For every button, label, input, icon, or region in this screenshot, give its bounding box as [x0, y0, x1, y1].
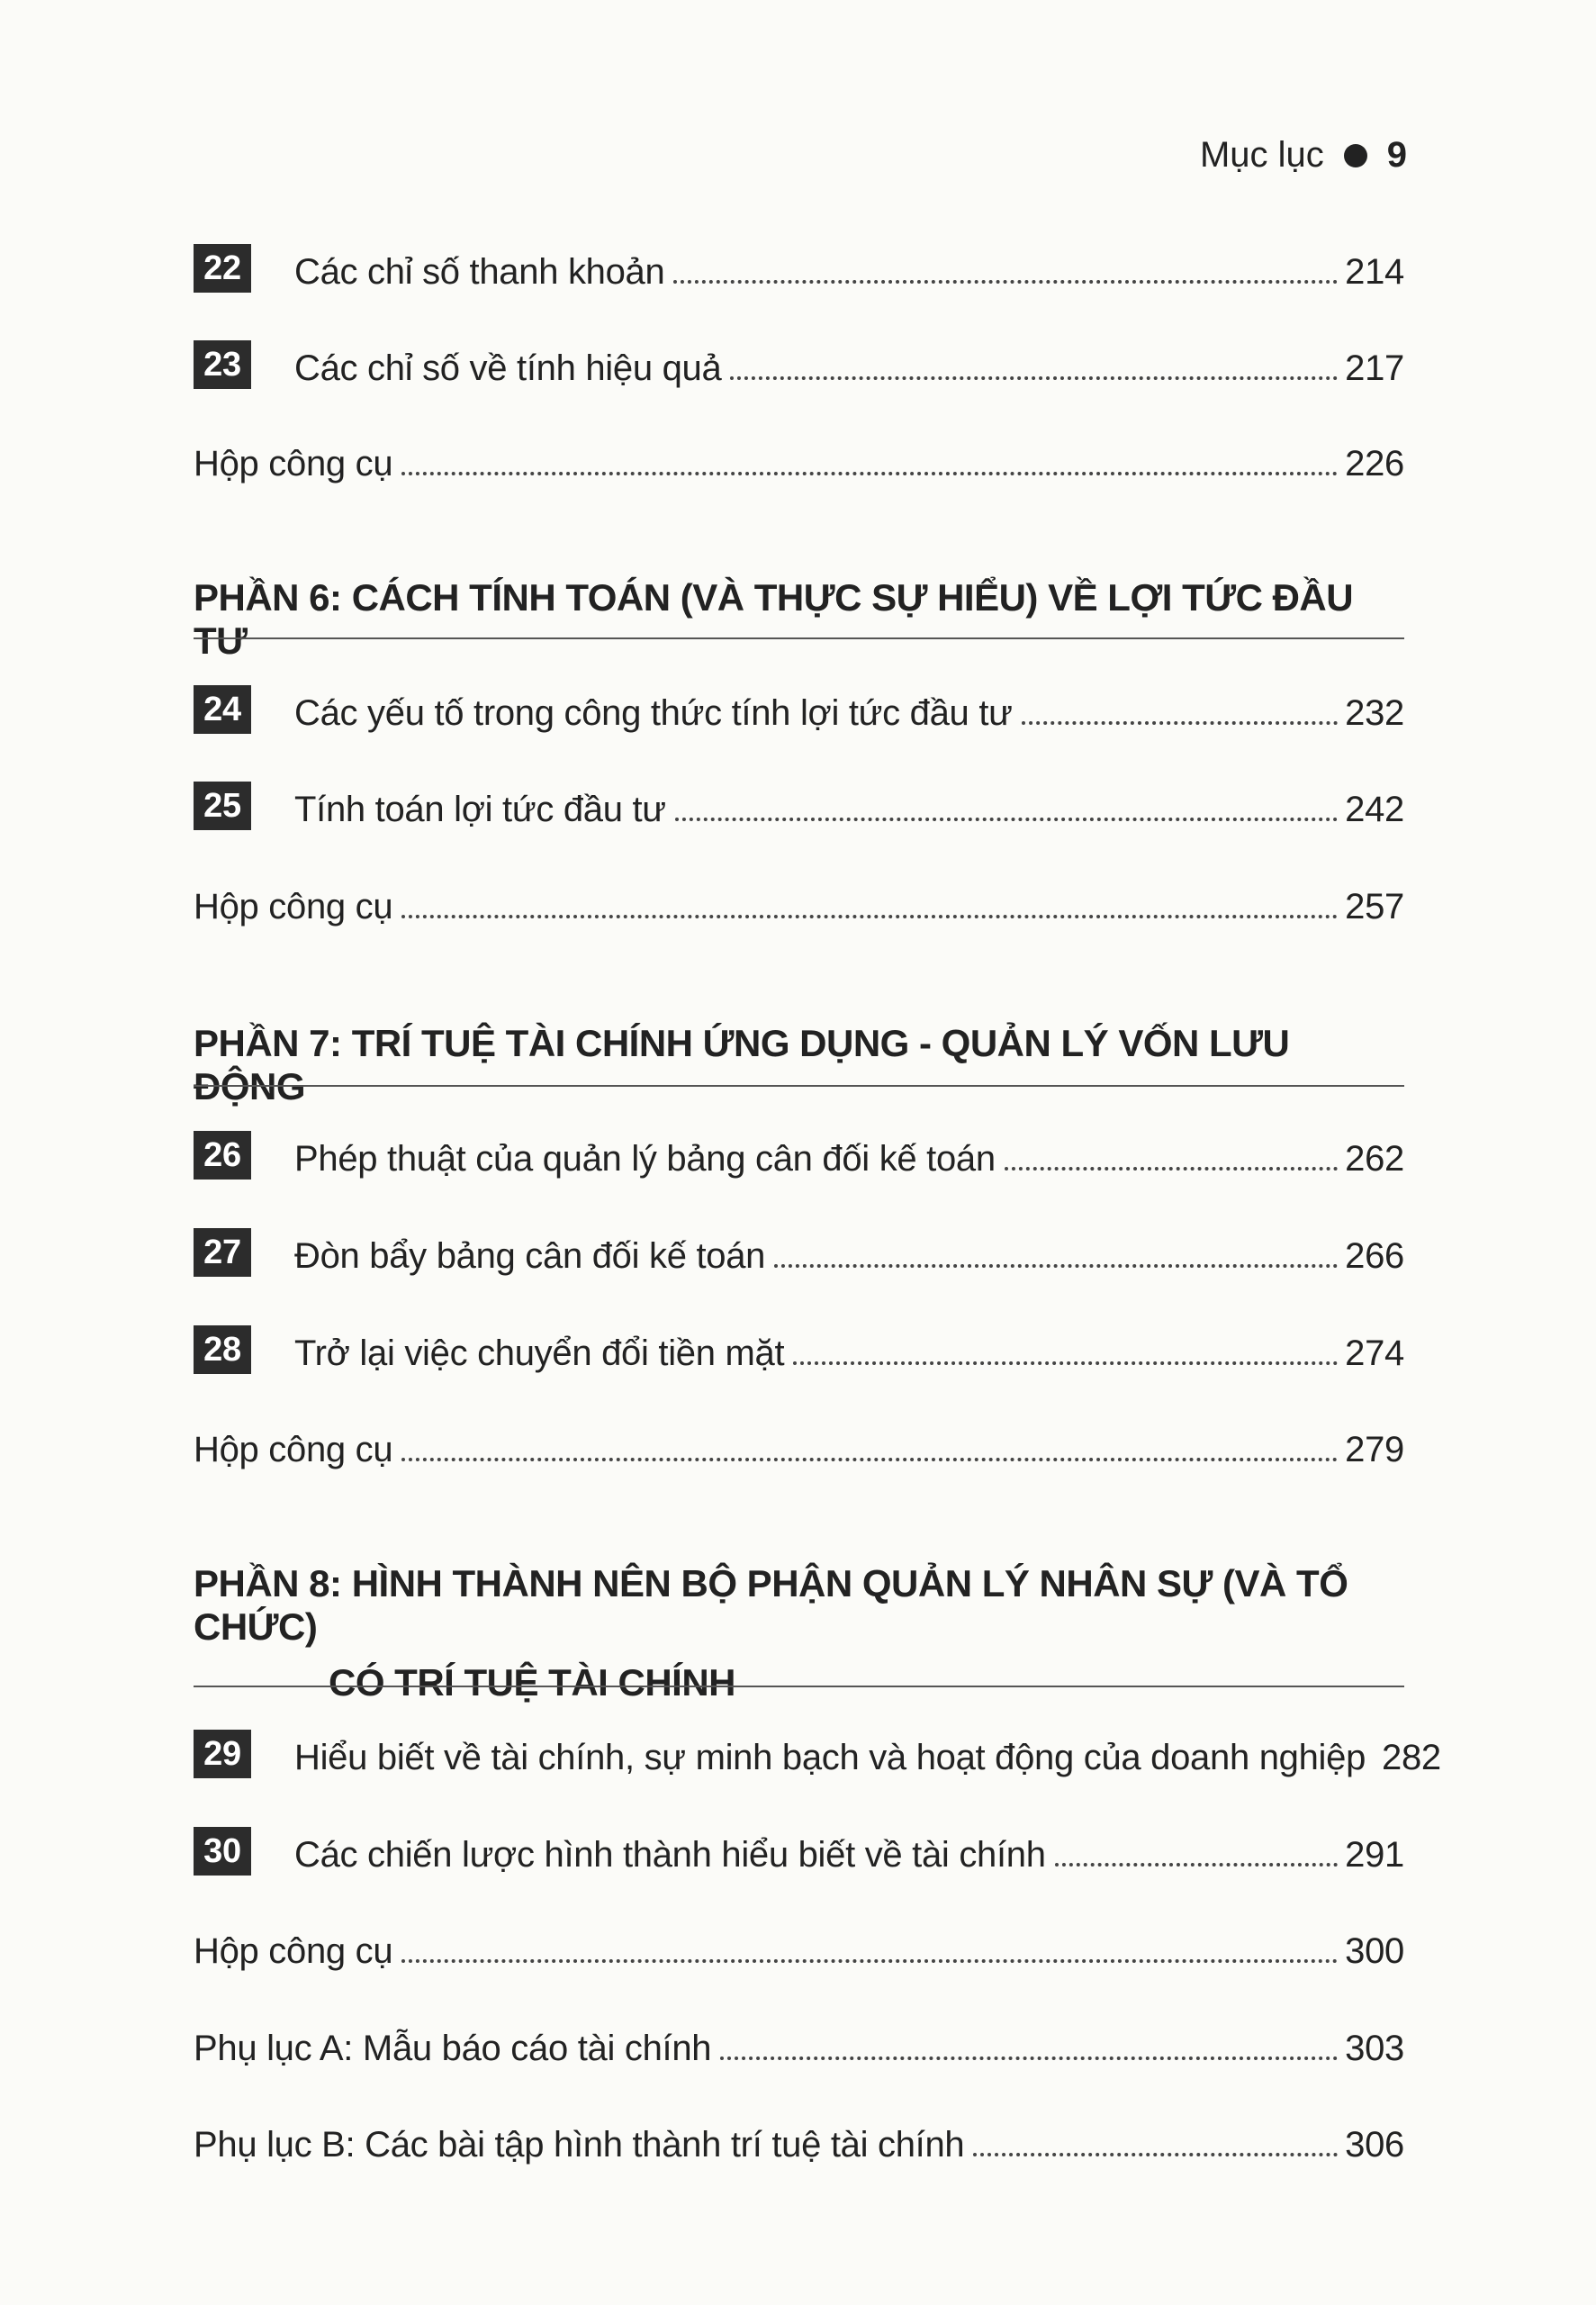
entry-title: Các yếu tố trong công thức tính lợi tức đầu tư [294, 693, 1013, 733]
entry-title: Các chỉ số về tính hiệu quả [294, 348, 722, 388]
chapter-badge: 26 [194, 1131, 251, 1180]
entry-page: 303 [1345, 2029, 1404, 2068]
toc-entry[interactable] [194, 2015, 1404, 2069]
toc-entry[interactable] [194, 1918, 1404, 1972]
part-heading: PHẦN 6: CÁCH TÍNH TOÁN (VÀ THỰC SỰ HIỂU) VỀ LỢI TỨC ĐẦU TƯ [194, 576, 1354, 662]
entry-title: Hộp công cụ [194, 887, 393, 927]
dot-leader [730, 375, 1338, 380]
entry-title: Trở lại việc chuyển đổi tiền mặt [294, 1333, 785, 1373]
part-divider [194, 1085, 1404, 1087]
toc-entry[interactable] [194, 239, 1404, 293]
entry-title: Phép thuật của quản lý bảng cân đối kế toán [294, 1139, 996, 1179]
entry-page: 232 [1345, 693, 1404, 733]
chapter-badge: 28 [194, 1325, 251, 1374]
dot-leader [401, 1958, 1338, 1963]
dot-leader [401, 471, 1338, 475]
part-heading-line2: CÓ TRÍ TUỆ TÀI CHÍNH [329, 1661, 735, 1704]
dot-leader [793, 1360, 1338, 1365]
entry-title: Tính toán lợi tức đầu tư [294, 790, 666, 829]
toc-entry[interactable] [194, 1724, 1441, 1778]
entry-page: 214 [1345, 252, 1404, 292]
chapter-badge: 30 [194, 1827, 251, 1876]
chapter-badge: 24 [194, 685, 251, 734]
entry-page: 306 [1345, 2125, 1404, 2165]
entry-page: 279 [1345, 1430, 1404, 1469]
entry-page: 291 [1345, 1835, 1404, 1875]
entry-title: Các chiến lược hình thành hiểu biết về tài chính [294, 1835, 1046, 1875]
entry-page: 282 [1382, 1738, 1441, 1777]
chapter-badge: 22 [194, 244, 251, 293]
chapter-badge: 25 [194, 782, 251, 830]
dot-leader [1022, 720, 1339, 725]
dot-leader [973, 2152, 1338, 2156]
part-heading-line1: PHẦN 8: HÌNH THÀNH NÊN BỘ PHẬN QUẢN LÝ NHÂN SỰ (VÀ TỔ CHỨC) [194, 1562, 1348, 1648]
toc-entry[interactable] [194, 430, 1404, 484]
entry-page: 300 [1345, 1931, 1404, 1971]
dot-leader [1055, 1862, 1338, 1867]
toc-entry[interactable] [194, 680, 1404, 734]
running-header [1200, 135, 1407, 176]
dot-leader [675, 817, 1338, 821]
entry-page: 217 [1345, 348, 1404, 388]
dot-leader [673, 279, 1338, 284]
entry-title: Đòn bẩy bảng cân đối kế toán [294, 1236, 766, 1276]
toc-entry[interactable] [194, 873, 1404, 927]
part-divider [194, 1686, 1404, 1687]
toc-entry[interactable] [194, 2111, 1404, 2165]
toc-entry[interactable] [194, 776, 1404, 830]
dot-leader [774, 1263, 1338, 1268]
entry-page: 226 [1345, 444, 1404, 484]
header-section-title: Mục lục [1199, 135, 1324, 175]
chapter-badge: 27 [194, 1228, 251, 1277]
toc-entry[interactable] [194, 1223, 1404, 1277]
entry-page: 266 [1345, 1236, 1404, 1276]
toc-entry[interactable] [194, 335, 1404, 389]
toc-entry[interactable] [194, 1125, 1404, 1180]
header-page-number: 9 [1386, 135, 1407, 175]
entry-title: Hộp công cụ [194, 444, 393, 484]
part-heading: PHẦN 7: TRÍ TUỆ TÀI CHÍNH ỨNG DỤNG - QUẢN LÝ VỐN LƯU ĐỘNG [194, 1022, 1290, 1107]
entry-title: Hộp công cụ [194, 1430, 393, 1469]
entry-page: 262 [1345, 1139, 1404, 1179]
entry-title: Phụ lục A: Mẫu báo cáo tài chính [194, 2029, 712, 2068]
entry-title: Các chỉ số thanh khoản [294, 252, 665, 292]
entry-page: 242 [1345, 790, 1404, 829]
toc-entry[interactable] [194, 1416, 1404, 1470]
bullet-icon [1344, 144, 1367, 167]
entry-title: Hiểu biết về tài chính, sự minh bạch và hoạt động của doanh nghiệp [294, 1738, 1366, 1777]
entry-title: Hộp công cụ [194, 1931, 393, 1971]
entry-title: Phụ lục B: Các bài tập hình thành trí tuệ tài chính [194, 2125, 965, 2165]
dot-leader [1005, 1166, 1338, 1171]
entry-page: 274 [1345, 1333, 1404, 1373]
part-divider [194, 637, 1404, 639]
chapter-badge: 23 [194, 340, 251, 389]
entry-page: 257 [1345, 887, 1404, 927]
toc-entry[interactable] [194, 1320, 1404, 1374]
dot-leader [720, 2056, 1338, 2060]
dot-leader [401, 1457, 1338, 1461]
chapter-badge: 29 [194, 1730, 251, 1778]
dot-leader [401, 914, 1338, 918]
toc-entry[interactable] [194, 1821, 1404, 1876]
part-heading [194, 1562, 1404, 1704]
